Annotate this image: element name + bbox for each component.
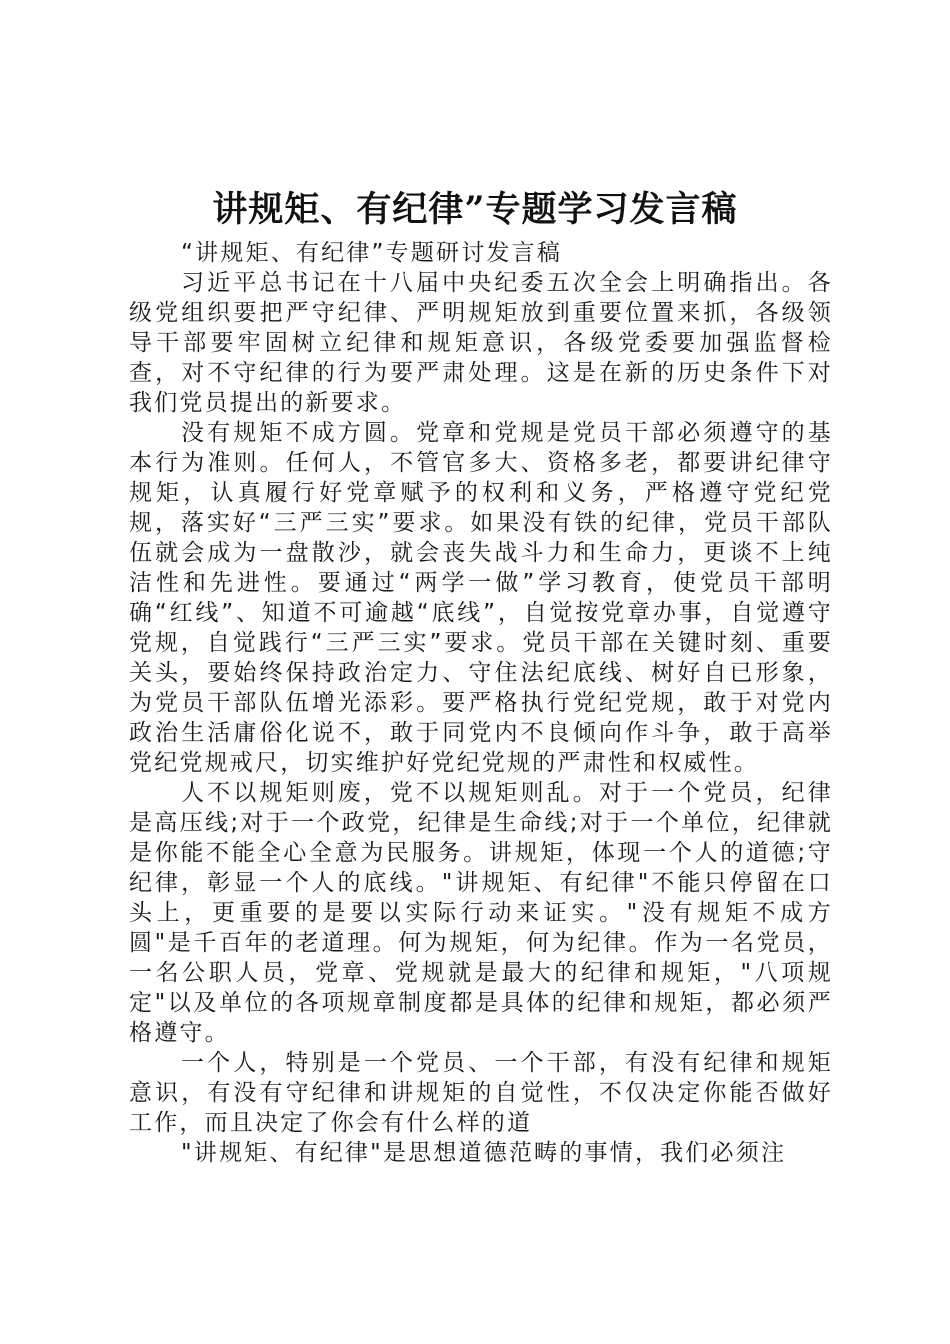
paragraph: “讲规矩、有纪律”专题研讨发言稿 xyxy=(181,240,563,266)
paragraph: 习近平总书记在十八届中央纪委五次全会上明确指出。各级党组织要把严守纪律、严明规矩放到重要位置来抓，各级领导干部要牢固树立纪律和规矩意识，各级党委要加强监督检查，对不守纪律的行为要严肃处理。这是在新的历史条件下对我们党员提出的新要求。 xyxy=(129,270,833,416)
document-body xyxy=(129,238,833,1168)
paragraph: 没有规矩不成方圆。党章和党规是党员干部必须遵守的基本行为准则。任何人，不管官多大、资格多老，都要讲纪律守规矩，认真履行好党章赋予的权利和义务，严格遵守党纪党规，落实好“三严三实”要求。如果没有铁的纪律，党员干部队伍就会成为一盘散沙，就会丧失战斗力和生命力，更谈不上纯洁性和先进性。要通过“两学一做”学习教育，使党员干部明确“红线”、知道不可逾越“底线”，自觉按党章办事，自觉遵守党规，自觉践行“三严三实”要求。党员干部在关键时刻、重要关头，要始终保持政治定力、守住法纪底线、树好自已形象，为党员干部队伍增光添彩。要严格执行党纪党规，敢于对党内政治生活庸俗化说不，敢于同党内不良倾向作斗争，敢于高举党纪党规戒尺，切实维护好党纪党规的严肃性和权威性。 xyxy=(129,420,833,776)
paragraph: 人不以规矩则废，党不以规矩则乱。对于一个党员，纪律是高压线;对于一个政党，纪律是生命线;对于一个单位，纪律就是你能不能全心全意为民服务。讲规矩，体现一个人的道德;守纪律，彰显一个人的底线。"讲规矩、有纪律"不能只停留在口头上，更重要的是要以实际行动来证实。"没有规矩不成方圆"是千百年的老道理。何为规矩，何为纪律。作为一名党员，一名公职人员，党章、党规就是最大的纪律和规矩，"八项规定"以及单位的各项规章制度都是具体的纪律和规矩，都必须严格遵守。 xyxy=(129,780,833,1046)
paragraph: 一个人，特别是一个党员、一个干部，有没有纪律和规矩意识，有没有守纪律和讲规矩的自觉性，不仅决定你能否做好工作，而且决定了你会有什么样的道 xyxy=(129,1050,833,1136)
document-title: 讲规矩、有纪律”专题学习发言稿 xyxy=(212,189,738,230)
paragraph: "讲规矩、有纪律"是思想道德范畴的事情，我们必须注 xyxy=(181,1140,787,1166)
